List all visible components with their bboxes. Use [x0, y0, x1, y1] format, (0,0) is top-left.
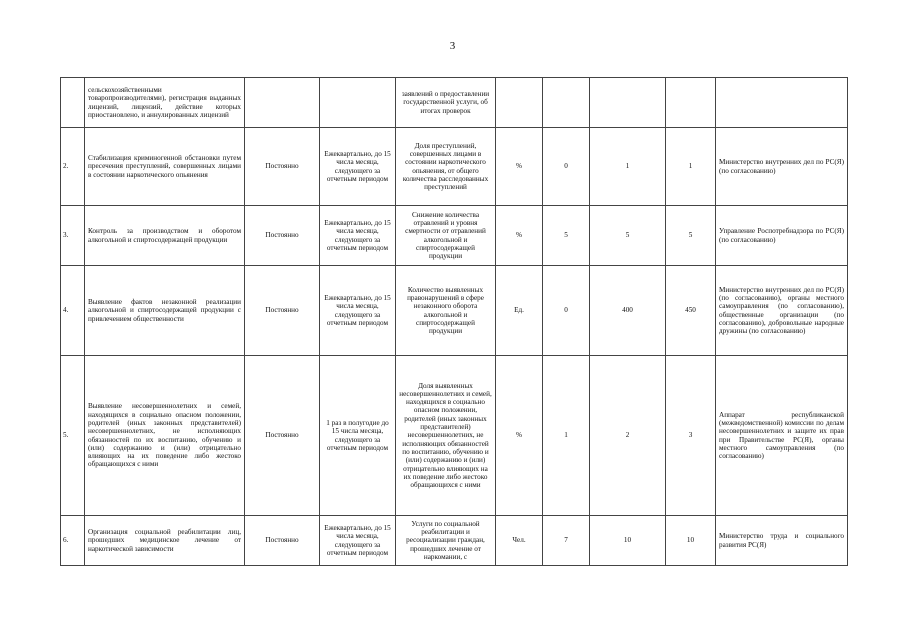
measure-name: Организация социальной реабилитации лиц, прошедших медицинское лечение от наркотической зависимости	[85, 516, 245, 566]
responsible-executor: Министерство внутренних дел по РС(Я) (по согласованию), органы местного самоуправления (по согласованию), общественные организации (по согласованию), добровольные народные дружины (по согласованию)	[716, 266, 848, 356]
indicator-name: Доля преступлений, совершенных лицами в состоянии наркотического опьянения, от общего количества расследованных преступлений	[396, 128, 496, 206]
indicator-name: Снижение количества отравлений и уровня смертности от отравлений алкогольной и спиртосодержащей продукции	[396, 206, 496, 266]
table-row	[61, 516, 848, 566]
indicator-name: Услуги по социальной реабилитации и ресоциализации граждан, прошедших лечение от наркомании, с	[396, 516, 496, 566]
value-1: 5	[543, 206, 590, 266]
table-row	[61, 356, 848, 516]
execution-term	[245, 78, 320, 128]
execution-term: Постоянно	[245, 206, 320, 266]
row-number: 5.	[61, 356, 85, 516]
row-number: 3.	[61, 206, 85, 266]
unit: Чел.	[496, 516, 543, 566]
value-2: 1	[590, 128, 666, 206]
table-row	[61, 128, 848, 206]
value-3	[666, 78, 716, 128]
measures-table	[60, 77, 848, 566]
execution-term: Постоянно	[245, 128, 320, 206]
unit	[496, 78, 543, 128]
measure-name: сельскохозяйственными товаропроизводителями), регистрация выданных лицензий, лицензий, действие которых приостановлено, и аннулированных лицензий	[85, 78, 245, 128]
value-2: 5	[590, 206, 666, 266]
value-3: 3	[666, 356, 716, 516]
value-1: 7	[543, 516, 590, 566]
value-1: 0	[543, 266, 590, 356]
reporting-period: Ежеквартально, до 15 числа месяца, следующего за отчетным периодом	[320, 128, 396, 206]
value-1	[543, 78, 590, 128]
value-3: 450	[666, 266, 716, 356]
value-3: 10	[666, 516, 716, 566]
measure-name: Стабилизация криминогенной обстановки путем пресечения преступлений, совершенных лицами в состоянии наркотического опьянения	[85, 128, 245, 206]
unit: %	[496, 128, 543, 206]
execution-term: Постоянно	[245, 266, 320, 356]
responsible-executor: Министерство внутренних дел по РС(Я) (по согласованию)	[716, 128, 848, 206]
row-number: 4.	[61, 266, 85, 356]
measure-name: Контроль за производством и оборотом алкогольной и спиртосодержащей продукции	[85, 206, 245, 266]
responsible-executor	[716, 78, 848, 128]
value-1: 1	[543, 356, 590, 516]
value-1: 0	[543, 128, 590, 206]
responsible-executor: Аппарат республиканской (межведомственной) комиссии по делам несовершеннолетних и защите их прав при Правительстве РС(Я), органы местного самоуправления (по согласованию)	[716, 356, 848, 516]
unit: %	[496, 356, 543, 516]
row-number: 2.	[61, 128, 85, 206]
indicator-name: Доля выявленных несовершеннолетних и семей, находящихся в социально опасном положении, родителей (иных законных представителей) несовершеннолетних, не исполняющих обязанностей по воспитанию, обучению и (или) содержанию и (или) отрицательно влияющих на их поведение либо жестоко обращающихся с ними	[396, 356, 496, 516]
measure-name: Выявление фактов незаконной реализации алкогольной и спиртосодержащей продукции с привлечением общественности	[85, 266, 245, 356]
value-3: 5	[666, 206, 716, 266]
execution-term: Постоянно	[245, 516, 320, 566]
reporting-period	[320, 78, 396, 128]
measure-name: Выявление несовершеннолетних и семей, находящихся в социально опасном положении, родителей (иных законных представителей) несовершеннолетних, не исполняющих обязанностей по их воспитанию, обучению и (или) содержанию и (или) отрицательно влияющих на их поведение либо жестоко обращающихся с ними	[85, 356, 245, 516]
indicator-name: заявлений о предоставлении государственной услуги, об итогах проверок	[396, 78, 496, 128]
unit: Ед.	[496, 266, 543, 356]
value-3: 1	[666, 128, 716, 206]
unit: %	[496, 206, 543, 266]
responsible-executor: Управление Роспотребнадзора по РС(Я) (по согласованию)	[716, 206, 848, 266]
row-number	[61, 78, 85, 128]
reporting-period: Ежеквартально, до 15 числа месяца, следующего за отчетным периодом	[320, 206, 396, 266]
table-row	[61, 266, 848, 356]
table-row	[61, 206, 848, 266]
page-number: 3	[449, 40, 456, 52]
reporting-period: 1 раз в полугодие до 15 числа месяца, следующего за отчетным периодом	[320, 356, 396, 516]
execution-term: Постоянно	[245, 356, 320, 516]
value-2: 400	[590, 266, 666, 356]
value-2: 10	[590, 516, 666, 566]
indicator-name: Количество выявленных правонарушений в сфере незаконного оборота алкогольной и спиртосодержащей продукции	[396, 266, 496, 356]
value-2	[590, 78, 666, 128]
reporting-period: Ежеквартально, до 15 числа месяца, следующего за отчетным периодом	[320, 516, 396, 566]
value-2: 2	[590, 356, 666, 516]
table-row	[61, 78, 848, 128]
row-number: 6.	[61, 516, 85, 566]
responsible-executor: Министерство труда и социального развития РС(Я)	[716, 516, 848, 566]
reporting-period: Ежеквартально, до 15 числа месяца, следующего за отчетным периодом	[320, 266, 396, 356]
